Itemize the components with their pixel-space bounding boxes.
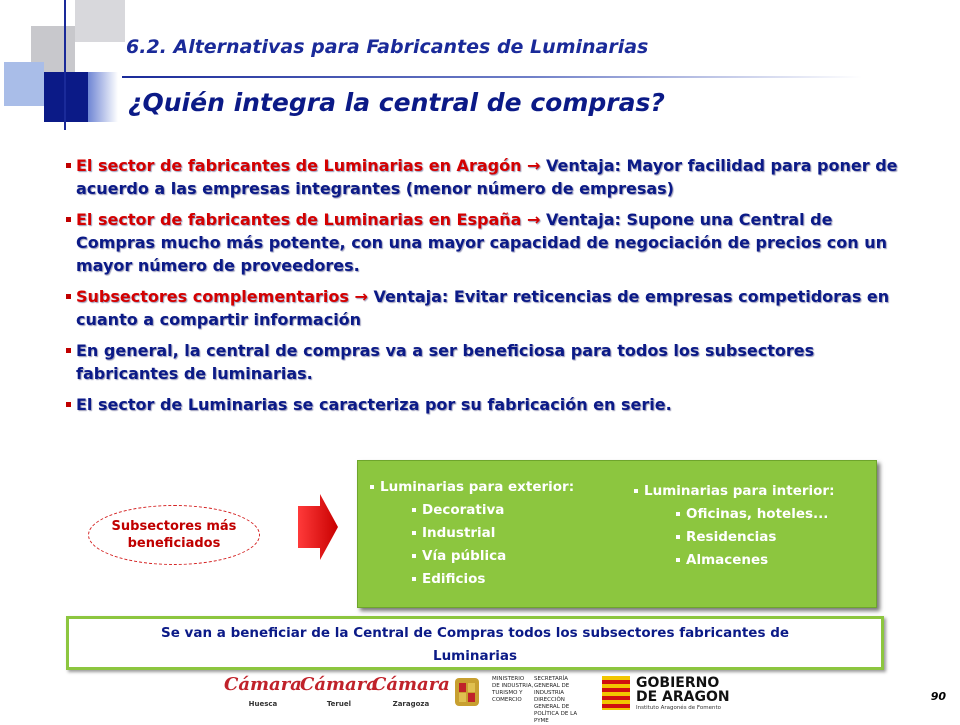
camara-huesca-logo [224, 676, 302, 713]
decor-block [4, 62, 44, 106]
header-rule [122, 76, 862, 78]
list-item [412, 525, 574, 541]
decor-block [75, 0, 125, 42]
bullet-marker-icon [676, 512, 680, 516]
city-label: Teruel [326, 700, 352, 708]
list-item-label: Almacenes [686, 552, 769, 568]
bullet-text: Ventaja: Supone una Central de Compras mucho más potente, con una mayor capacidad de negociación de precios con un mayor número de proveedores. [76, 210, 887, 275]
decor-line [64, 0, 66, 130]
decor-block [88, 72, 118, 122]
bullet-list [62, 154, 902, 424]
ministry-line: TURISMO Y [492, 690, 523, 696]
bullet-marker-icon [412, 577, 416, 581]
ministry-secretariat-text [534, 676, 584, 725]
ellipse-label-line: Subsectores más [111, 519, 237, 534]
page-number: 90 [930, 690, 946, 703]
conclusion-line: Se van a beneficiar de la Central de Compras todos los subsectores fabricantes de [160, 625, 790, 641]
gobierno-aragon-logo [602, 675, 730, 714]
exterior-heading [370, 479, 574, 495]
bullet-marker-icon [412, 531, 416, 535]
bullet-item [62, 208, 902, 277]
beneficiaries-ellipse [88, 505, 260, 565]
city-label: Zaragoza [392, 700, 430, 708]
bullet-item [62, 339, 902, 385]
gobierno-subtitle: Instituto Aragonés de Fomento [636, 705, 722, 711]
gobierno-wordmark [636, 676, 730, 704]
camara-wordmark: Cámara [372, 674, 450, 695]
list-item [676, 506, 834, 522]
list-item-label: Decorativa [422, 502, 505, 518]
aragon-flag-icon [602, 676, 630, 710]
conclusion-box [66, 616, 884, 670]
bullet-item [62, 285, 902, 331]
bullet-marker-icon [66, 402, 71, 407]
bullet-marker-icon [676, 535, 680, 539]
section-subtitle: 6.2. Alternativas para Fabricantes de Luminarias [126, 36, 649, 58]
ellipse-label-line: beneficiados [127, 536, 221, 551]
bullet-highlight: Subsectores complementarios [76, 287, 349, 306]
list-item [412, 571, 574, 587]
interior-column [634, 483, 834, 575]
bullet-item [62, 154, 902, 200]
bullet-text: Ventaja: Mayor facilidad para poner de acuerdo a las empresas integrantes (menor número de empresas) [76, 156, 898, 198]
bullet-marker-icon [66, 217, 71, 222]
decor-block [44, 72, 88, 122]
city-label: Huesca [248, 700, 278, 708]
bullet-highlight: El sector de fabricantes de Luminarias en Aragón [76, 156, 522, 175]
conclusion-line: Luminarias [432, 648, 518, 664]
bullet-marker-icon [676, 558, 680, 562]
bullet-marker-icon [412, 554, 416, 558]
list-item-label: Residencias [686, 529, 777, 545]
gobierno-line: GOBIERNO [636, 675, 720, 691]
slide-title: ¿Quién integra la central de compras? [128, 88, 665, 117]
arrow-icon: → [354, 287, 368, 306]
camara-zaragoza-logo [372, 676, 450, 713]
subsectors-box [357, 460, 877, 608]
list-item [676, 529, 834, 545]
ministry-line: DIRECCIÓN GENERAL DE [534, 697, 570, 710]
bullet-marker-icon [66, 348, 71, 353]
ministry-text [492, 676, 533, 704]
list-item-label: Edificios [422, 571, 486, 587]
arrow-icon: → [527, 156, 541, 175]
ministry-line: SECRETARÍA GENERAL DE [534, 676, 570, 689]
list-item-label: Industrial [422, 525, 496, 541]
list-item [412, 502, 574, 518]
bullet-marker-icon [412, 508, 416, 512]
interior-heading-text: Luminarias para interior: [644, 483, 835, 499]
camara-wordmark: Cámara [300, 674, 378, 695]
exterior-heading-text: Luminarias para exterior: [380, 479, 575, 495]
ministry-line: DE INDUSTRIA, [492, 683, 534, 689]
arrow-right-icon [298, 494, 338, 560]
list-item-label: Oficinas, hoteles... [686, 506, 829, 522]
coat-of-arms-icon [452, 676, 482, 708]
bullet-marker-icon [66, 163, 71, 168]
bullet-highlight: El sector de fabricantes de Luminarias en España [76, 210, 522, 229]
bullet-marker-icon [634, 489, 638, 493]
ministry-line: INDUSTRIA [534, 690, 565, 696]
arrow-icon: → [527, 210, 541, 229]
ministry-line: COMERCIO [492, 697, 522, 703]
list-item-label: Vía pública [422, 548, 507, 564]
bullet-text: En general, la central de compras va a ser beneficiosa para todos los subsectores fabricantes de luminarias. [76, 341, 815, 383]
ministry-line: MINISTERIO [492, 676, 525, 682]
bullet-item [62, 393, 902, 416]
bullet-marker-icon [370, 485, 374, 489]
list-item [676, 552, 834, 568]
bullet-text: El sector de Luminarias se caracteriza por su fabricación en serie. [76, 395, 672, 414]
camara-wordmark: Cámara [224, 674, 302, 695]
gobierno-line: DE ARAGON [636, 689, 730, 705]
bullet-marker-icon [66, 294, 71, 299]
ministry-line: POLÍTICA DE LA PYME [534, 711, 578, 724]
exterior-column [370, 479, 574, 594]
interior-heading [634, 483, 834, 499]
list-item [412, 548, 574, 564]
bullet-text: Ventaja: Evitar reticencias de empresas competidoras en cuanto a compartir información [76, 287, 890, 329]
ministry-logo [452, 676, 584, 724]
camara-teruel-logo [300, 676, 378, 713]
